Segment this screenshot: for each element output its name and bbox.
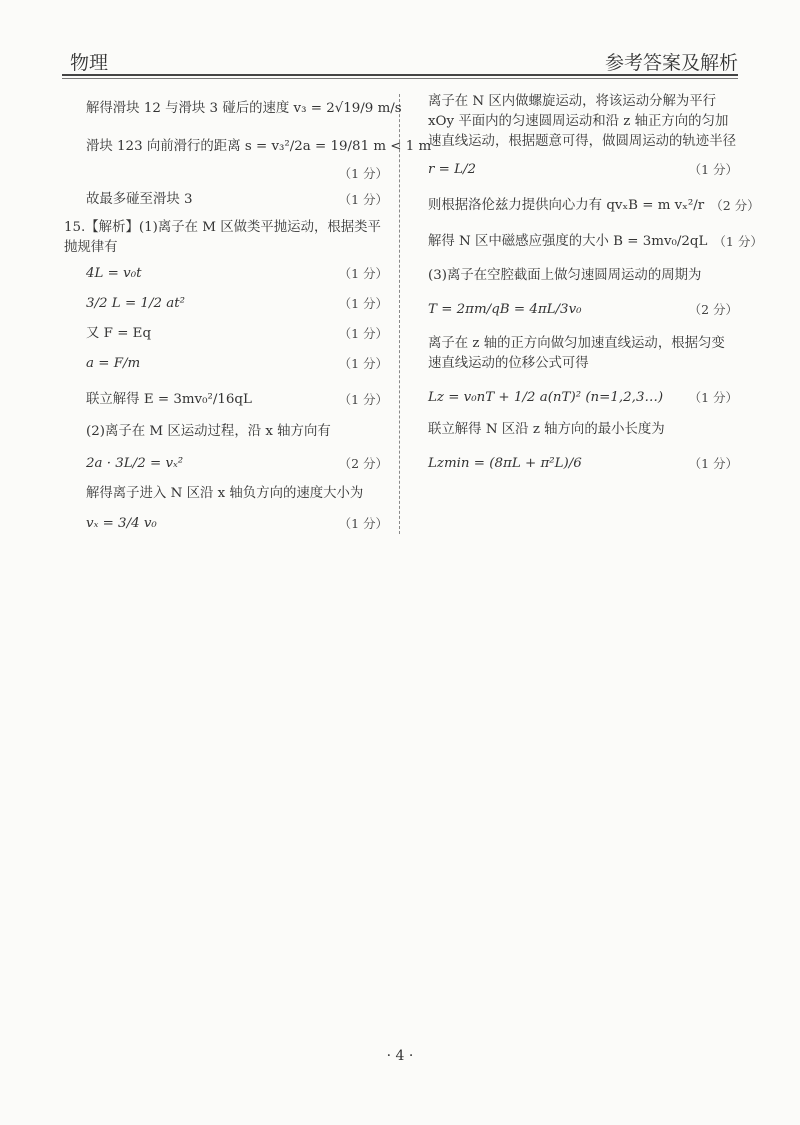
- eq-E: 联立解得 E = 3mv₀²/16qL （1 分）: [86, 392, 388, 407]
- part2-velocity-intro: 解得离子进入 N 区沿 x 轴负方向的速度大小为: [86, 486, 364, 501]
- min-length-intro: 联立解得 N 区沿 z 轴方向的最小长度为: [428, 422, 665, 437]
- line-distance: 滑块 123 向前滑行的距离 s = v₃²/2a = 19/81 m < 1 m: [86, 139, 432, 154]
- eq-vx: vₓ = 3/4 v₀ （1 分）: [86, 516, 388, 531]
- eq-2a: 2a · 3L/2 = vₓ² （2 分）: [86, 456, 388, 471]
- eq-a: a = F/m （1 分）: [86, 356, 388, 371]
- left-column: [64, 92, 432, 534]
- eq-T: T = 2πm/qB = 4πL/3v₀ （2 分）: [428, 302, 738, 317]
- section-title: 参考答案及解析: [604, 52, 738, 74]
- z-motion-paragraph: 离子在 z 轴的正方向做匀加速直线运动，根据匀变速直线运动的位移公式可得: [428, 336, 725, 371]
- subject-label: 物理: [70, 52, 109, 74]
- page-number: · 4 ·: [386, 1048, 414, 1064]
- eq-Lz: Lz = v₀nT + 1/2 a(nT)² (n=1,2,3…) （1 分）: [428, 390, 738, 405]
- eq-F: 又 F = Eq （1 分）: [86, 326, 388, 341]
- column-divider: [399, 94, 400, 534]
- right-column: [428, 92, 763, 474]
- part3-intro: (3)离子在空腔截面上做匀速圆周运动的周期为: [428, 268, 702, 283]
- line-conclusion: 故最多碰至滑块 3 （1 分）: [86, 192, 388, 207]
- q15-intro: 15.【解析】(1)离子在 M 区做类平抛运动，根据类平抛规律有: [64, 220, 381, 255]
- page-header: [70, 38, 738, 74]
- score-distance: （1 分）: [338, 166, 388, 181]
- eq-B: 解得 N 区中磁感应强度的大小 B = 3mv₀/2qL （1 分）: [428, 234, 763, 249]
- spiral-paragraph: 离子在 N 区内做螺旋运动，将该运动分解为平行 xOy 平面内的匀速圆周运动和沿 z 轴正方向的匀加速直线运动，根据题意可得，做圆周运动的轨迹半径: [428, 94, 736, 149]
- eq-4L: 4L = v₀t （1 分）: [86, 266, 388, 281]
- part2-intro: (2)离子在 M 区运动过程，沿 x 轴方向有: [86, 424, 331, 439]
- eq-Lzmin: Lzmin = (8πL + π²L)/6 （1 分）: [428, 456, 738, 471]
- line-velocity: 解得滑块 12 与滑块 3 碰后的速度 v₃ = 2√19/9 m/s: [86, 101, 402, 116]
- eq-3-2L: 3/2 L = 1/2 at² （1 分）: [86, 296, 388, 311]
- eq-r: r = L/2 （1 分）: [428, 162, 738, 177]
- header-rule-thin: [62, 78, 738, 79]
- eq-lorentz: 则根据洛伦兹力提供向心力有 qvₓB = m vₓ²/r （2 分）: [428, 198, 760, 213]
- header-rule-thick: [62, 74, 738, 76]
